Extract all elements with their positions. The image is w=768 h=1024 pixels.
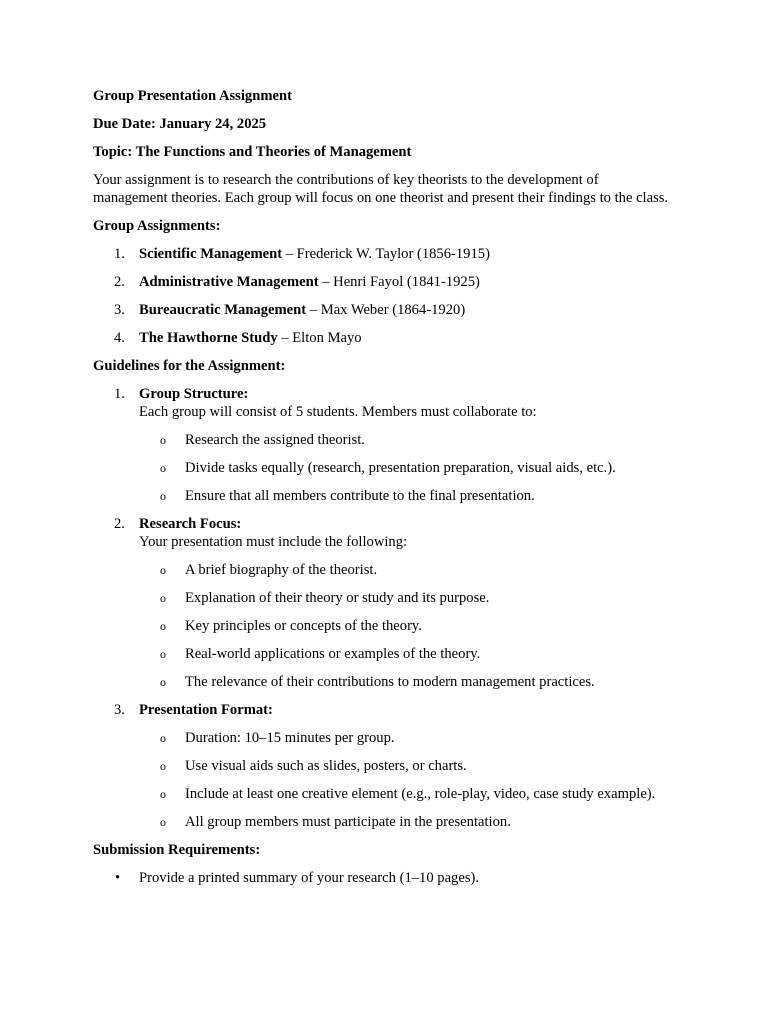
guidelines-heading: Guidelines for the Assignment: [93,358,286,374]
sub-item: o A brief biography of the theorist. [160,562,378,578]
sub-item: o The relevance of their contributions to modern management practices. [160,674,595,690]
sub-item: o Research the assigned theorist. [160,432,365,448]
circle-bullet-icon: o [160,731,166,745]
item-number: 2. [114,274,125,290]
circle-bullet-icon: o [160,815,166,829]
intro-paragraph: Your assignment is to research the contributions of key theorists to the development of management theories. Each group will focus on one theorist and present their findings to the class. [93,172,669,206]
guideline-heading: Research Focus: [139,516,242,532]
guideline-heading: Presentation Format: [139,702,273,718]
sub-item: o Explanation of their theory or study and its purpose. [160,590,490,606]
sub-item: o Include at least one creative element (e.g., role-play, video, case study example). [160,786,656,802]
sub-item: o Key principles or concepts of the theory. [160,618,422,634]
theorist: – Max Weber (1864-1920) [306,302,466,318]
theory-name: The Hawthorne Study [139,330,278,346]
theorist: – Henri Fayol (1841-1925) [318,274,480,290]
circle-bullet-icon: o [160,591,166,605]
group-assignments-list [93,245,673,347]
sub-item: o Use visual aids such as slides, posters, or charts. [160,758,467,774]
guideline-text: Your presentation must include the following: [139,534,408,550]
circle-bullet-icon: o [160,787,166,801]
circle-bullet-icon: o [160,461,166,475]
circle-bullet-icon: o [160,647,166,661]
document-page [93,87,673,897]
submission-item: • Provide a printed summary of your research (1–10 pages). [115,870,480,886]
guideline-sublist [139,729,673,831]
due-date: Due Date: January 24, 2025 [93,116,267,132]
item-number: 3. [114,702,125,718]
submission-heading: Submission Requirements: [93,842,261,858]
submission-list [93,869,673,887]
theorist: – Elton Mayo [277,330,362,346]
guidelines-list [93,385,673,831]
sub-item: o Duration: 10–15 minutes per group. [160,730,395,746]
sub-item: o All group members must participate in the presentation. [160,814,511,830]
theorist: – Frederick W. Taylor (1856-1915) [282,246,490,262]
circle-bullet-icon: o [160,759,166,773]
item-number: 4. [114,330,125,346]
sub-item: o Ensure that all members contribute to the final presentation. [160,488,535,504]
guideline-sublist [139,561,673,691]
item-number: 2. [114,516,125,532]
circle-bullet-icon: o [160,433,166,447]
theory-name: Administrative Management [139,274,319,290]
circle-bullet-icon: o [160,563,166,577]
theory-name: Bureaucratic Management [139,302,307,318]
item-number: 1. [114,386,125,402]
group-assignment-item [93,273,673,291]
circle-bullet-icon: o [160,675,166,689]
circle-bullet-icon: o [160,619,166,633]
group-assignment-item [93,329,673,347]
topic-heading: Topic: The Functions and Theories of Management [93,144,412,160]
circle-bullet-icon: o [160,489,166,503]
group-assignment-item [93,245,673,263]
guideline-sublist [139,431,673,505]
item-number: 3. [114,302,125,318]
item-number: 1. [114,246,125,262]
document-title: Group Presentation Assignment [93,88,292,104]
sub-item: o Divide tasks equally (research, presentation preparation, visual aids, etc.). [160,460,616,476]
group-assignment-item [93,301,673,319]
guideline-text: Each group will consist of 5 students. Members must collaborate to: [139,404,537,420]
guideline-heading: Group Structure: [139,386,249,402]
theory-name: Scientific Management [139,246,283,262]
guideline-item [93,515,673,691]
sub-item: o Real-world applications or examples of the theory. [160,646,481,662]
guideline-item [93,385,673,505]
group-assignments-heading: Group Assignments: [93,218,221,234]
guideline-item [93,701,673,831]
bullet-icon: • [115,870,121,886]
